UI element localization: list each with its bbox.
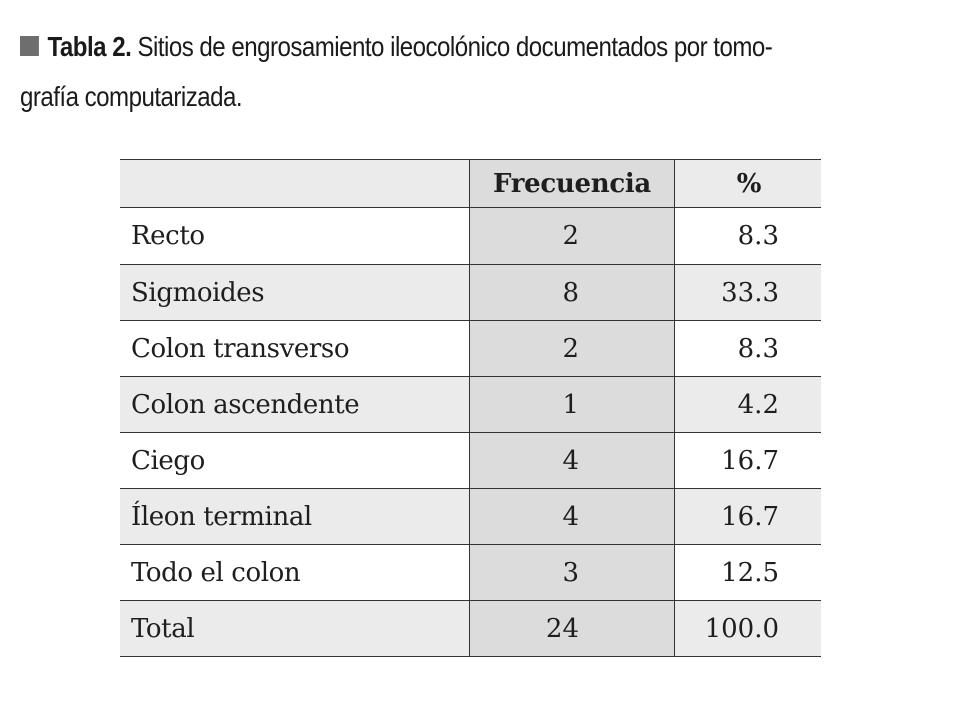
cell-percent: 8.3 xyxy=(675,321,821,377)
cell-site: Todo el colon xyxy=(120,545,469,601)
table-row-total xyxy=(120,601,821,657)
cell-site: Recto xyxy=(120,208,469,265)
cell-frecuencia: 2 xyxy=(469,208,675,265)
table-row xyxy=(120,208,821,265)
table-header-row xyxy=(120,159,821,208)
cell-percent: 16.7 xyxy=(675,433,821,489)
cell-percent: 8.3 xyxy=(675,208,821,265)
cell-percent: 33.3 xyxy=(675,265,821,321)
table-row xyxy=(120,265,821,321)
cell-percent: 16.7 xyxy=(675,489,821,545)
cell-site: Sigmoides xyxy=(120,265,469,321)
cell-site: Colon transverso xyxy=(120,321,469,377)
cell-frecuencia: 2 xyxy=(469,321,675,377)
cell-frecuencia: 8 xyxy=(469,265,675,321)
header-percent: % xyxy=(675,159,821,208)
cell-site: Ciego xyxy=(120,433,469,489)
cell-site: Íleon terminal xyxy=(120,489,469,545)
header-site xyxy=(120,159,469,208)
table-caption xyxy=(20,22,932,122)
table-row xyxy=(120,545,821,601)
header-frecuencia: Frecuencia xyxy=(469,159,675,208)
table-row xyxy=(120,321,821,377)
table-row xyxy=(120,489,821,545)
data-table xyxy=(120,159,821,657)
cell-frecuencia: 4 xyxy=(469,489,675,545)
caption-label: Tabla 2. xyxy=(47,31,132,62)
cell-site: Total xyxy=(120,601,469,657)
cell-frecuencia: 4 xyxy=(469,433,675,489)
cell-percent: 100.0 xyxy=(675,601,821,657)
cell-frecuencia: 3 xyxy=(469,545,675,601)
cell-percent: 12.5 xyxy=(675,545,821,601)
caption-text-line2: grafía computarizada. xyxy=(20,81,243,112)
square-bullet-icon xyxy=(20,36,39,56)
cell-percent: 4.2 xyxy=(675,377,821,433)
cell-site: Colon ascendente xyxy=(120,377,469,433)
caption-text-line1: Sitios de engrosamiento ileocolónico documentados por tomo- xyxy=(137,31,773,62)
cell-frecuencia: 24 xyxy=(469,601,675,657)
cell-frecuencia: 1 xyxy=(469,377,675,433)
table-row xyxy=(120,433,821,489)
table-row xyxy=(120,377,821,433)
